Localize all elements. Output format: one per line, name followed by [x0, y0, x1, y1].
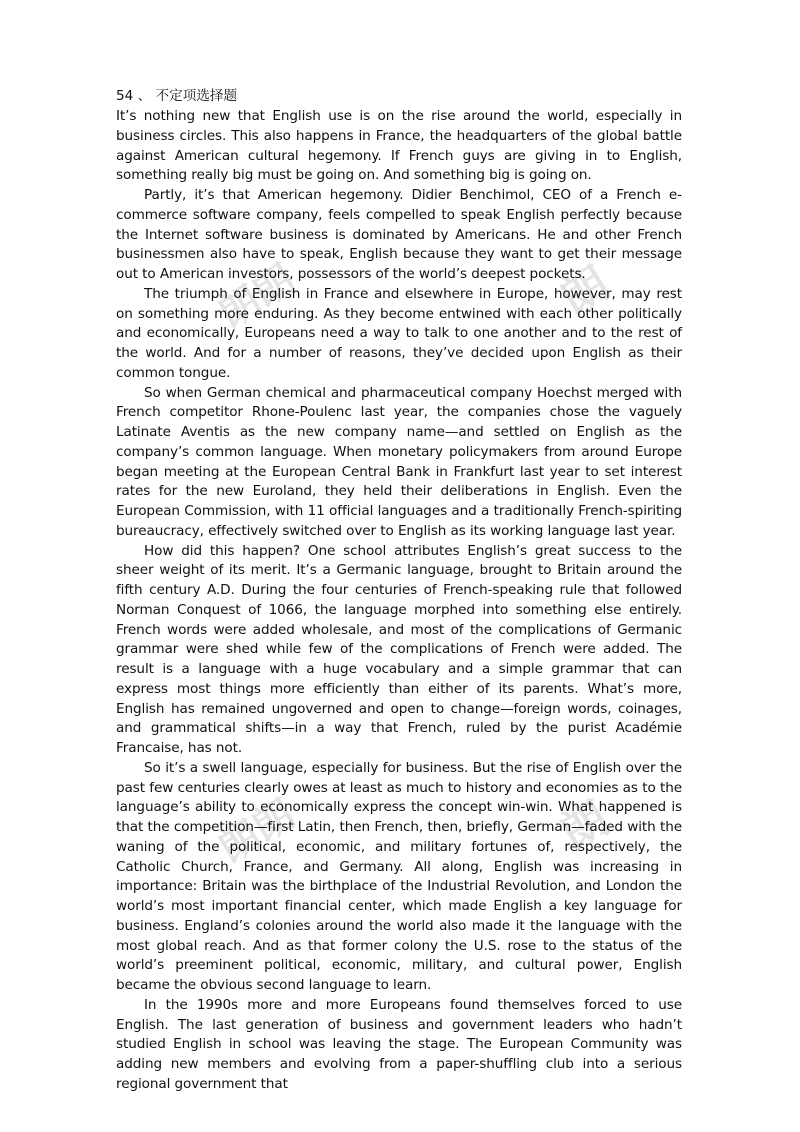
article-content [116, 86, 682, 1095]
article-paragraph-2: Partly, it’s that American hegemony. Didier Benchimol, CEO of a French e-commerce software company, feels compelled to speak English perfectly because the Internet software business is dominated by Americans. He and other French businessmen also have to speak, English because they want to get their message out to American investors, possessors of the world’s deepest pockets. [116, 187, 682, 282]
article-paragraph-4: So when German chemical and pharmaceutical company Hoechst merged with French competitor Rhone-Poulenc last year, the companies chose the vaguely Latinate Aventis as the new company name—and settled on English as the company’s common language. When monetary policymakers from around Europe began meeting at the European Central Bank in Frankfurt last year to set interest rates for the new Euroland, they held their deliberations in English. Even the European Commission, with 11 official languages and a traditionally French-spiriting bureaucracy, effectively switched over to English as its working language last year. [116, 384, 682, 539]
watermark-logo-upper-right: 朗 [550, 255, 619, 326]
article-paragraph-1: It’s nothing new that English use is on the rise around the world, especially in business circles. This also happens in France, the headquarters of the global battle against American cultural hegemony. If French guys are giving in to English, something really big must be going on. And something big is going on. [116, 108, 682, 184]
article-paragraph-6: So it’s a swell language, especially for business. But the rise of English over the past few centuries clearly owes at least as much to history and economies as to the language’s ability to economically express the concept win-win. What happened is that the competition—first Latin, then French, then, briefly, German—faded with the waning of the political, economic, and military fortunes of, respectively, the Catholic Church, France, and Germany. All along, English was increasing in importance: Britain was the birthplace of the Industrial Revolution, and London the world’s most important financial center, which made English a key language for business. England’s colonies around the world also made it the language with the most global reach. And as that former colony the U.S. rose to the status of the world’s preeminent political, economic, military, and cultural power, English became the obvious second language to learn. [116, 759, 682, 993]
article-paragraph-3: The triumph of English in France and elsewhere in Europe, however, may rest on something more enduring. As they become entwined with each other politically and economically, Europeans need a way to talk to one another and to the rest of the world. And for a number of reasons, they’ve decided upon English as their common tongue. [116, 285, 682, 381]
watermark-logo-lower-left: 朗朗 [210, 790, 303, 873]
article-paragraph-7: In the 1990s more and more Europeans found themselves forced to use English. The last generation of business and government leaders who hadn’t studied English in school was leaving the stage. The European Community was adding new members and evolving from a paper-shuffling club into a serious regional government that [116, 996, 682, 1092]
watermark-logo-upper-left: 朗朗 [210, 255, 303, 338]
watermark-logo-lower-right: 朗 [550, 790, 619, 861]
article-paragraph-5: How did this happen? One school attributes English’s great success to the sheer weight of its merit. It’s a Germanic language, brought to Britain around the fifth century A.D. During the four centuries of French-speaking rule that followed Norman Conquest of 1066, the language morphed into something else entirely. French words were added wholesale, and most of the complications of Germanic grammar were shed while few of the complications of French were added. The result is a language with a huge vocabulary and a simple grammar that can express most things more efficiently than either of its parents. What’s more, English has remained ungoverned and open to change—foreign words, coinages, and grammatical shifts—in a way that French, ruled by the purist Académie Francaise, has not. [116, 542, 682, 756]
question-heading: 54 、 不定项选择题 [116, 88, 238, 104]
